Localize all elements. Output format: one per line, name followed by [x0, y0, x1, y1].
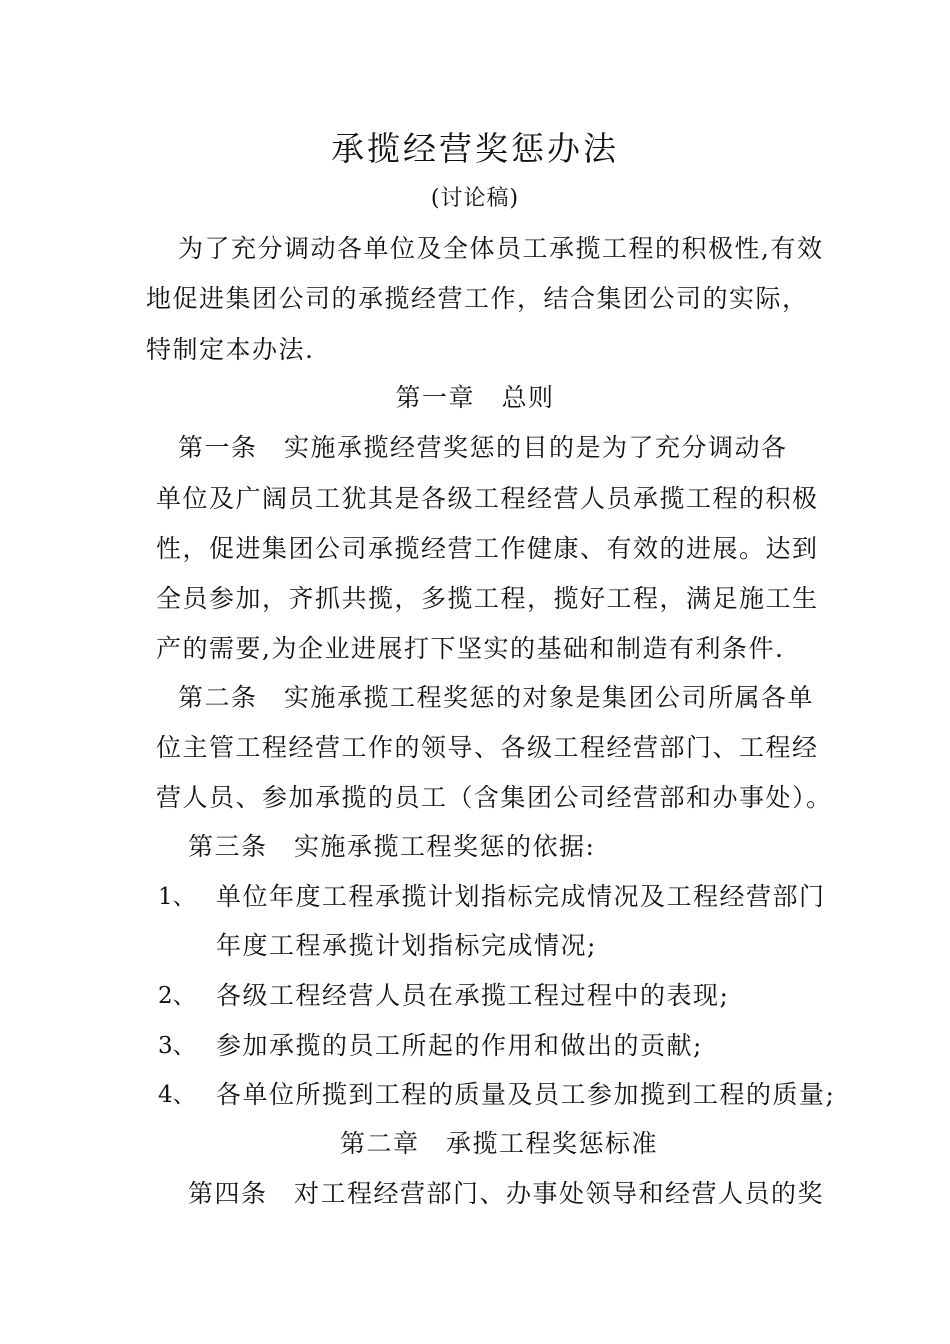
- article-1-line-2: 单位及广阔员工犹其是各级工程经营人员承揽工程的积极: [156, 484, 819, 513]
- article-3-heading: 第三条 实施承揽工程奖惩的依据:: [188, 832, 596, 861]
- intro-line-1: 为了充分调动各单位及全体员工承揽工程的积极性,有效: [178, 234, 824, 263]
- list-number-1: 1、: [158, 884, 196, 910]
- intro-line-2: 地促进集团公司的承揽经营工作，结合集团公司的实际，: [146, 284, 809, 313]
- list-item-3: 参加承揽的员工所起的作用和做出的贡献;: [216, 1031, 703, 1060]
- list-item-2: 各级工程经营人员在承揽工程过程中的表现;: [216, 981, 730, 1010]
- chapter-1-heading: 第一章 总则: [395, 383, 555, 412]
- article-1-line-5: 产的需要,为企业进展打下坚实的基础和制造有利条件.: [156, 634, 785, 663]
- article-2-line-1: 第二条 实施承揽工程奖惩的对象是集团公司所属各单: [178, 683, 815, 712]
- list-item-1-line-1: 单位年度工程承揽计划指标完成情况及工程经营部门: [216, 882, 826, 911]
- document-subtitle: (讨论稿): [430, 186, 520, 211]
- list-item-4: 各单位所揽到工程的质量及员工参加揽到工程的质量;: [216, 1080, 836, 1109]
- chapter-2-heading: 第二章 承揽工程奖惩标准: [340, 1129, 659, 1158]
- article-2-line-2: 位主管工程经营工作的领导、各级工程经营部门、工程经: [156, 733, 819, 762]
- article-1-line-4: 全员参加，齐抓共揽，多揽工程，揽好工程，满足施工生: [156, 584, 819, 613]
- article-1-line-1: 第一条 实施承揽经营奖惩的目的是为了充分调动各: [178, 433, 788, 462]
- list-item-1-line-2: 年度工程承揽计划指标完成情况;: [216, 931, 597, 960]
- list-number-4: 4、: [158, 1082, 196, 1108]
- list-number-3: 3、: [158, 1033, 196, 1059]
- article-1-line-3: 性，促进集团公司承揽经营工作健康、有效的进展。达到: [156, 534, 819, 563]
- list-number-2: 2、: [158, 983, 196, 1009]
- article-2-line-3: 营人员、参加承揽的员工（含集团公司经营部和办事处）。: [156, 783, 833, 812]
- article-4-line-1: 第四条 对工程经营部门、办事处领导和经营人员的奖: [188, 1179, 825, 1208]
- intro-line-3: 特制定本办法.: [146, 335, 315, 364]
- document-title: 承揽经营奖惩办法: [331, 129, 619, 168]
